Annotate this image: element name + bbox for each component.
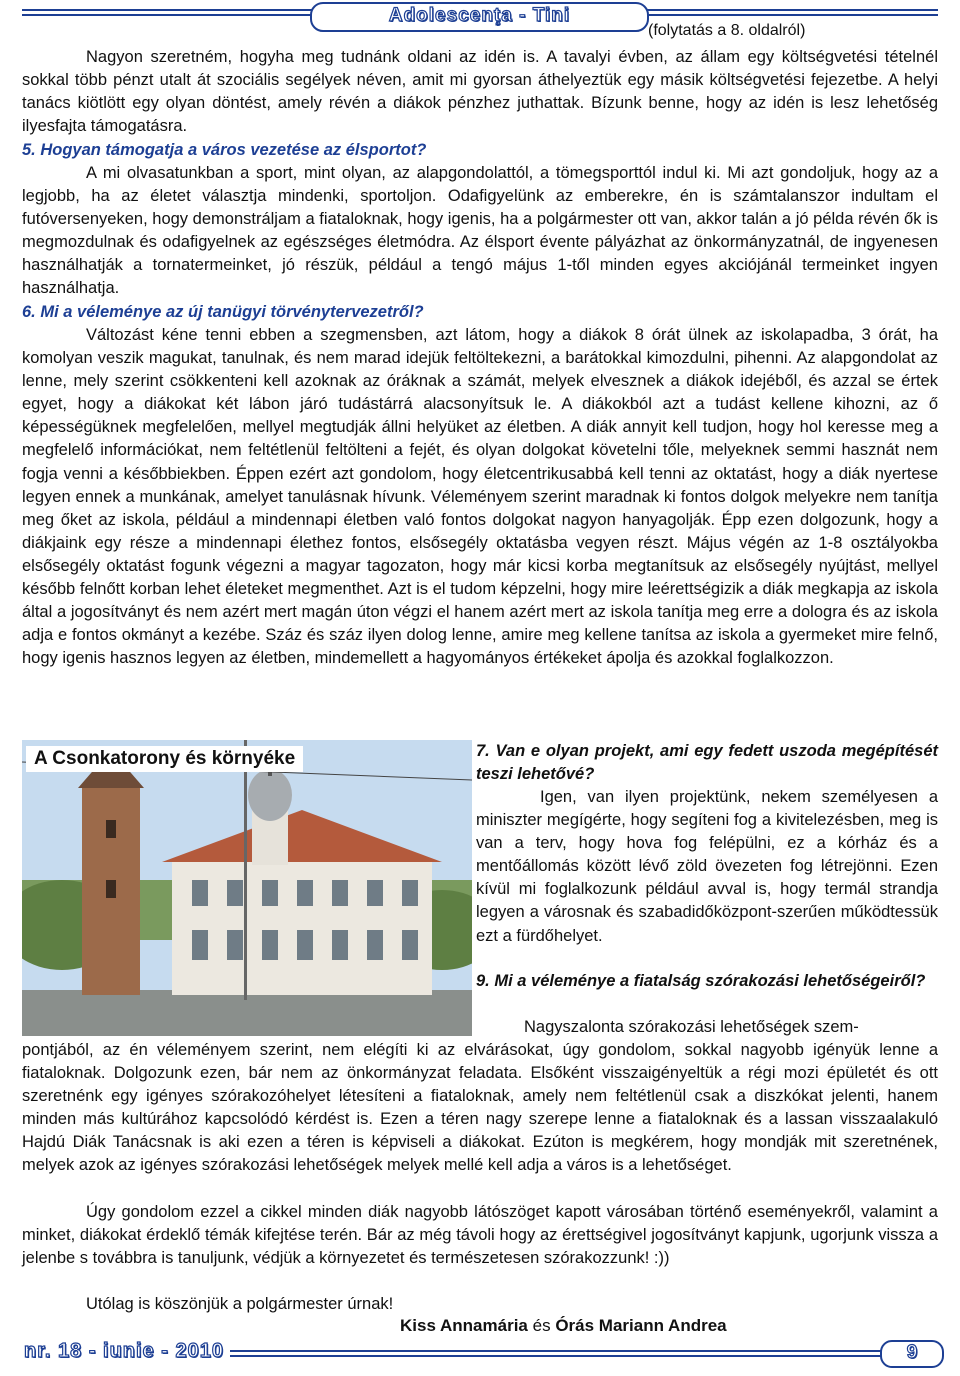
answer-9-rest: pontjából, az én véleményem szerint, nem elégíti ki az elvárásokat, úgy gondolom, sokkal nagyobb igényük lenne a fiataloknak. Dolgozunk ezen, bár nem az önkormányzat feladata. Elsőként visszaigényeltük a régi mozi épületét és ott szeretnénk egy igényes szórakozóhelyet létesíteni a fiataloknak, amely nem feltétlenül csak a diszkókat jelenti, hanem minden más kultúrához kapcsolódó kérdést is. Ezen a téren nagy szerepe lenne a fiataloknak és a lassan visszaalakuló Hajdú Diák Tanácsnak is aki ezen a téren is képviseli a diákokat. Ezúton is megkérem, hogy mondják mit szeretnének, melyek azok az igényes szórakozási lehetőségek melyek mellé kell adja a város is a lehetőséget. [22, 1041, 938, 1175]
answer-9-start: Nagyszalonta szórakozási lehetőségek szem- [524, 1018, 859, 1036]
author-conjunction: és [532, 1316, 551, 1335]
closing-paragraph: Úgy gondolom ezzel a cikkel minden diák nagyobb látószöget kapott városában történő eseményekről, valamint a minket, diákokat érdeklő témák kifejtése terén. Bár az még távoli hogy az érettségivel jogosítványt kapjunk, ugorjunk vissza a jelenbe s továbbra is tanuljunk, védjük a környezetet és természetesen szórakozzunk! :)) [22, 1203, 938, 1268]
photo-illustration [22, 740, 472, 1036]
continued-note: (folytatás a 8. oldalról) [648, 22, 806, 39]
page-number: 9 [880, 1340, 944, 1368]
question-7: 7. Van e olyan projekt, ami egy fedett uszoda megépítését teszi lehetővé? [476, 742, 938, 784]
thanks-line: Utólag is köszönjük a polgármester úrnak! [86, 1295, 394, 1313]
issue-label: nr. 18 - iunie - 2010 [18, 1340, 230, 1363]
question-5: 5. Hogyan támogatja a város vezetése az élsportot? [22, 141, 427, 159]
question-9: 9. Mi a véleménye a fiatalság szórakozási lehetőségeiről? [476, 972, 926, 990]
author-1: Kiss Annamária [400, 1316, 528, 1335]
town-photo [22, 740, 472, 1036]
answer-5: A mi olvasatunkban a sport, mint olyan, az alapgondolattól, a tömegsporttól indul ki. Mi azt gondoljuk, hogy az a legjobb, ha az életet választja mindenki, sportoljon. Odafigyelünk az emberekre, én is számtalanszor indultam el futóversenyeken, hogy demonstráljam a fiataloknak, hogy igenis, ha a polgármester ott van, akkor talán a jó példa révén ők is megmozdulnak és odafigyelnek az egészséges életmódra. Az élsport évente pályázhat az önkormányzatnál, de ingyenesen használhatják a tornatermeinket, jó részük, például a tengó május 1-től minden egyes akciójánál termeinket ingyen használhatja. [22, 164, 938, 298]
signature [400, 1316, 727, 1336]
photo-caption: A Csonkatorony és környéke [26, 746, 303, 772]
answer-6: Változást kéne tenni ebben a szegmensben, azt látom, hogy a diákok 8 órát ülnek az iskolapadba, 3 órát, ha komolyan veszik magukat, tanulnak, és nem marad idejük feltöltekezni, a barátokkal kimozdulni, pihenni. Az alapgondolat az lenne, mely szerint csökkenteni kell azoknak az óráknak a számát, melyek elvesznek a diákok idejéből, és azzal se értek egyet, hogy a diákokat két lábon járó tudástárrá alacsonyítsuk le. A diákokból azt a tudást kellene kihozni, az ő képességüknek megfelelően, mellyel megtudják állni helyüket az életben. A diák annyit kell tudjon, hogy hol keresse meg a megfelelő információkat, nem feltétlenül feltölteni a fejét, és olyan dolgokat követelni tőle, melyeknek semmi hasznát nem fogja venni a későbbiekben. Éppen ezért azt gondolom, hogy életcentrikusabbá kell tenni az oktatást, hogy a diák nyertese legyen ennek a munkának, amelyet tanulásnak hívunk. Véleményem szerint maradnak ki fontos dolgok melyekre nem tanítja meg őket az iskola, például a mindennapi életben való fontos dolgokat nagyon hanyagolják. Épp ezen dolgozunk, hogy a diákjaink egy része a mindennapi élethez fontos, elsősegély oktatásba vegyen részt. Május végén az 1-8 osztályokba elsősegély oktatást fogunk végezni a magyar tagozaton, hogy már kicsi korba megtanítsuk az elsősegély nyújtást, mellyel később felnőtt korban lehet életeket megmenthet. Azt is el tudom képzelni, hogy mire leérettségizik a diák megkapja az iskola által a jogosítványt és nem azért mert magán úton végzi el hanem azért mert az iskola tanítja meg erre a dologra és az iskola adja e fontos okmányt a kezébe. Száz és száz ilyen dolog lenne, amire meg kellene tanítsa az iskola a gyermeket mire felnő, hogy igenis hasznos legyen az életben, mindemellett a hagyományos értékeket ápolja és azokkal foglalkozzon. [22, 326, 938, 668]
intro-paragraph: Nagyon szeretném, hogyha meg tudnánk oldani az idén is. A tavalyi évben, az állam egy költségvetési tételnél sokkal több pénzt utalt át szociális segélyek néven, amit mi gyorsan áthelyeztük egy másik költségvetési fejezetbe. A helyi tanács kiötlött egy olyan döntést, amely révén a diákok pénzhez juthattak. Bízunk benne, hogy az idén is lesz lehetőség ilyesfajta támogatásra. [22, 48, 938, 136]
author-2: Órás Mariann Andrea [555, 1316, 727, 1335]
publication-title: Adolescenţa - Tini [310, 2, 649, 32]
answer-7: Igen, van ilyen projektünk, nekem személyesen a miniszter megígérte, hogy segíteni fog a kivitelezésben, meg is van a terv, hogy hova fog felépülni, ez a kórház és a mentőállomás között lévő zöld övezeten fog létrejönni. Ezen kívül mi foglalkozunk például avval is, hogy termál strandja legyen a városnak és szabadidőközpont-szerűen működtessük ezt a fürdőhelyet. [476, 788, 938, 945]
question-6: 6. Mi a véleménye az új tanügyi törvénytervezetről? [22, 303, 424, 321]
